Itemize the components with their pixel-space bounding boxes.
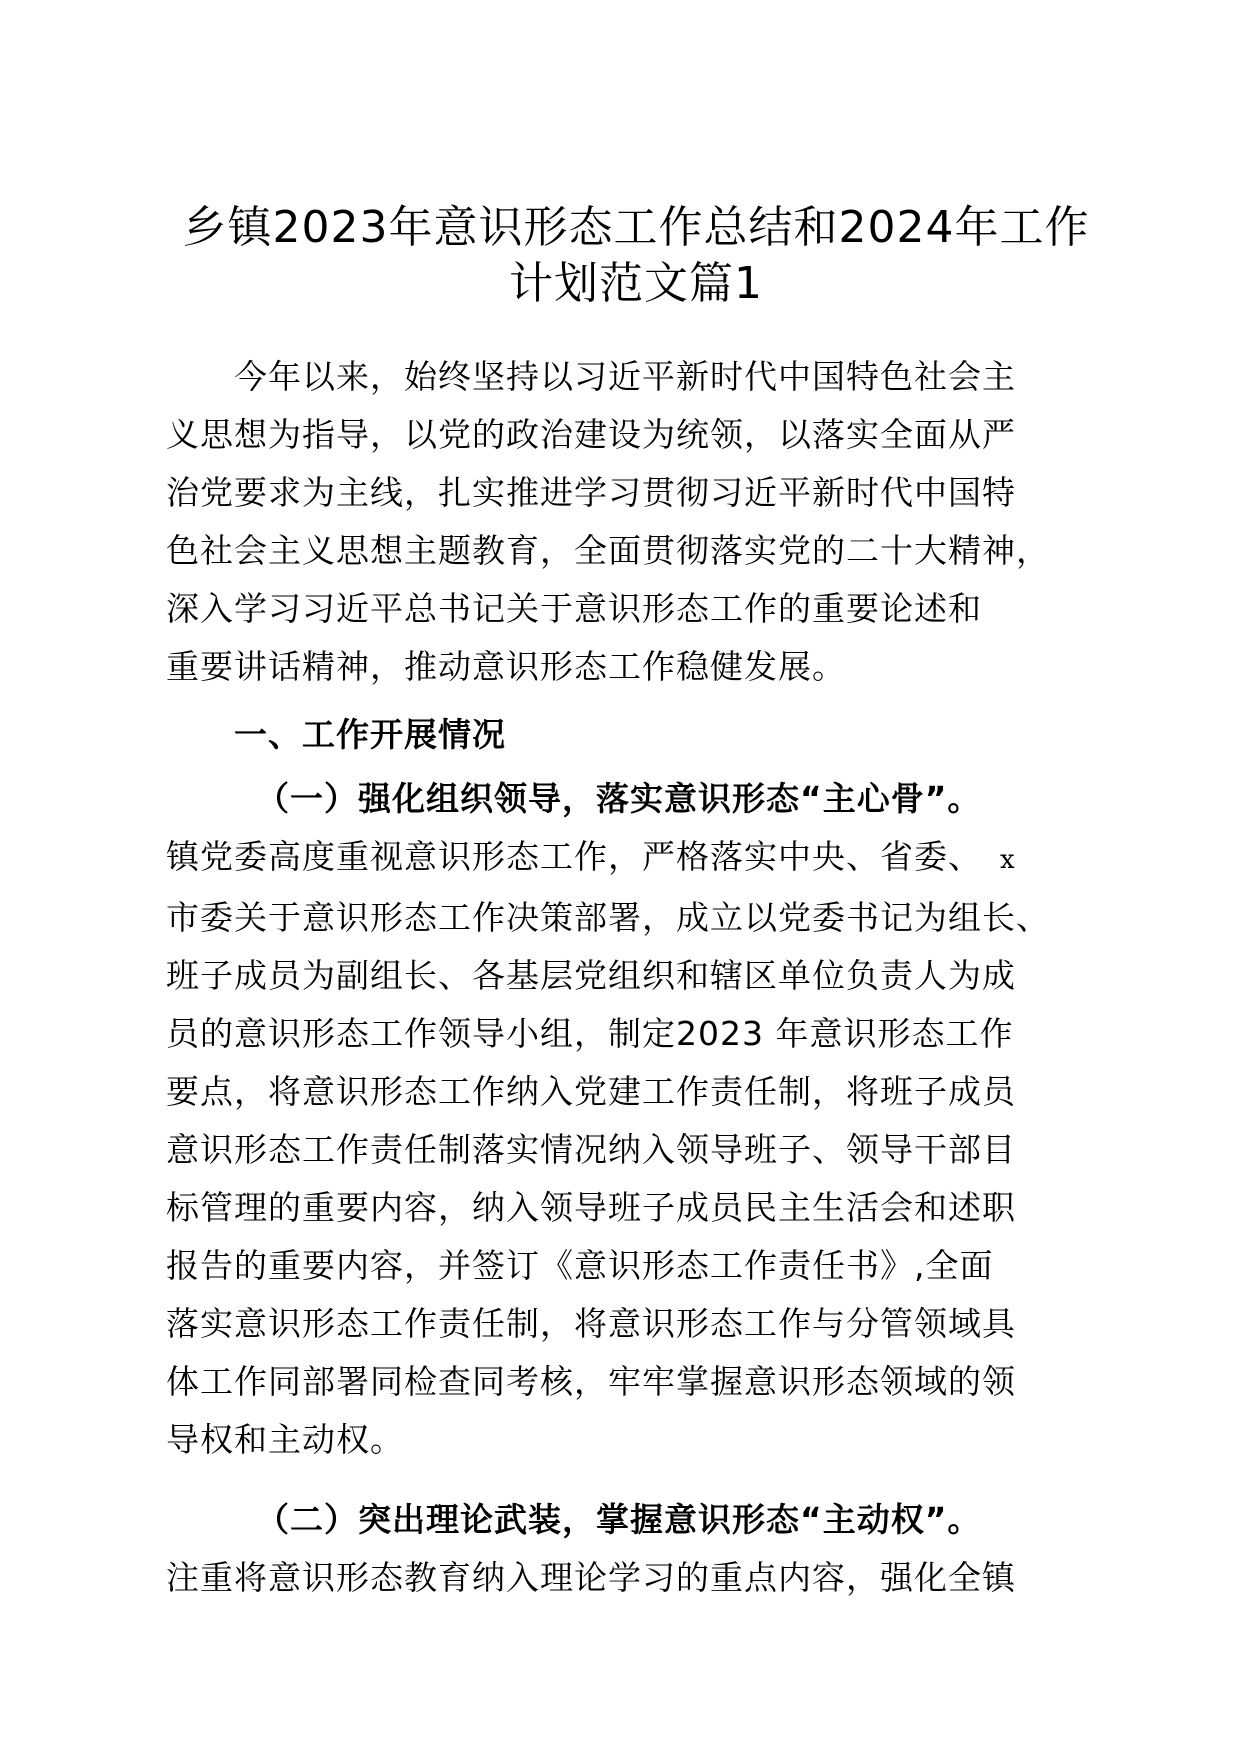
intro-line: 治党要求为主线，扎实推进学习贯彻习近平新时代中国特 — [166, 473, 1016, 512]
subsection-1-paragraph — [166, 828, 1106, 1469]
section-heading: 一、工作开展情况 — [234, 715, 506, 754]
subsection-2-paragraph — [166, 1549, 1106, 1607]
title-line-2: 计划范文篇1 — [509, 258, 763, 309]
paragraph-line: 意识形态工作责任制落实情况纳入领导班子、领导干部目 — [166, 1130, 1016, 1169]
subsection-heading-1: （一）强化组织领导，落实意识形态“主心骨”。 — [256, 779, 982, 818]
paragraph-line: 要点，将意识形态工作纳入党建工作责任制，将班子成员 — [166, 1072, 1016, 1111]
intro-line: 深入学习习近平总书记关于意识形态工作的重要论述和 — [166, 589, 982, 628]
stray-mark: x — [1000, 845, 1016, 875]
paragraph-line: 体工作同部署同检查同考核，牢牢掌握意识形态领域的领 — [166, 1362, 1016, 1401]
title-line-1: 乡镇2023年意识形态工作总结和2024年工作 — [182, 202, 1090, 253]
intro-line: 义思想为指导，以党的政治建设为统领，以落实全面从严 — [166, 415, 1016, 454]
subsection-2 — [166, 1491, 1106, 1607]
intro-line: 重要讲话精神，推动意识形态工作稳健发展。 — [166, 647, 846, 686]
intro-line: 今年以来，始终坚持以习近平新时代中国特色社会主 — [234, 357, 1016, 396]
intro-paragraph — [166, 348, 1106, 696]
intro-line: 色社会主义思想主题教育，全面贯彻落实党的二十大精神， — [166, 531, 1050, 570]
paragraph-line: 报告的重要内容，并签订《意识形态工作责任书》,全面 — [166, 1246, 994, 1285]
paragraph-line: 员的意识形态工作领导小组，制定2023 年意识形态工作 — [166, 1014, 1014, 1053]
paragraph-line-text: 镇党委高度重视意识形态工作，严格落实中央、省委、 — [166, 837, 982, 876]
paragraph-line — [166, 828, 1106, 889]
paragraph-line: 落实意识形态工作责任制，将意识形态工作与分管领域具 — [166, 1304, 1016, 1343]
paragraph-line: 注重将意识形态教育纳入理论学习的重点内容，强化全镇 — [166, 1558, 1016, 1597]
paragraph-line: 市委关于意识形态工作决策部署，成立以党委书记为组长、 — [166, 898, 1050, 937]
document-title — [166, 200, 1106, 312]
paragraph-line: 导权和主动权。 — [166, 1420, 404, 1459]
document-content — [166, 200, 1106, 1607]
paragraph-line: 标管理的重要内容，纳入领导班子成员民主生活会和述职 — [166, 1188, 1016, 1227]
subsection-heading-2: （二）突出理论武装，掌握意识形态“主动权”。 — [256, 1500, 982, 1539]
paragraph-line: 班子成员为副组长、各基层党组织和辖区单位负责人为成 — [166, 956, 1016, 995]
